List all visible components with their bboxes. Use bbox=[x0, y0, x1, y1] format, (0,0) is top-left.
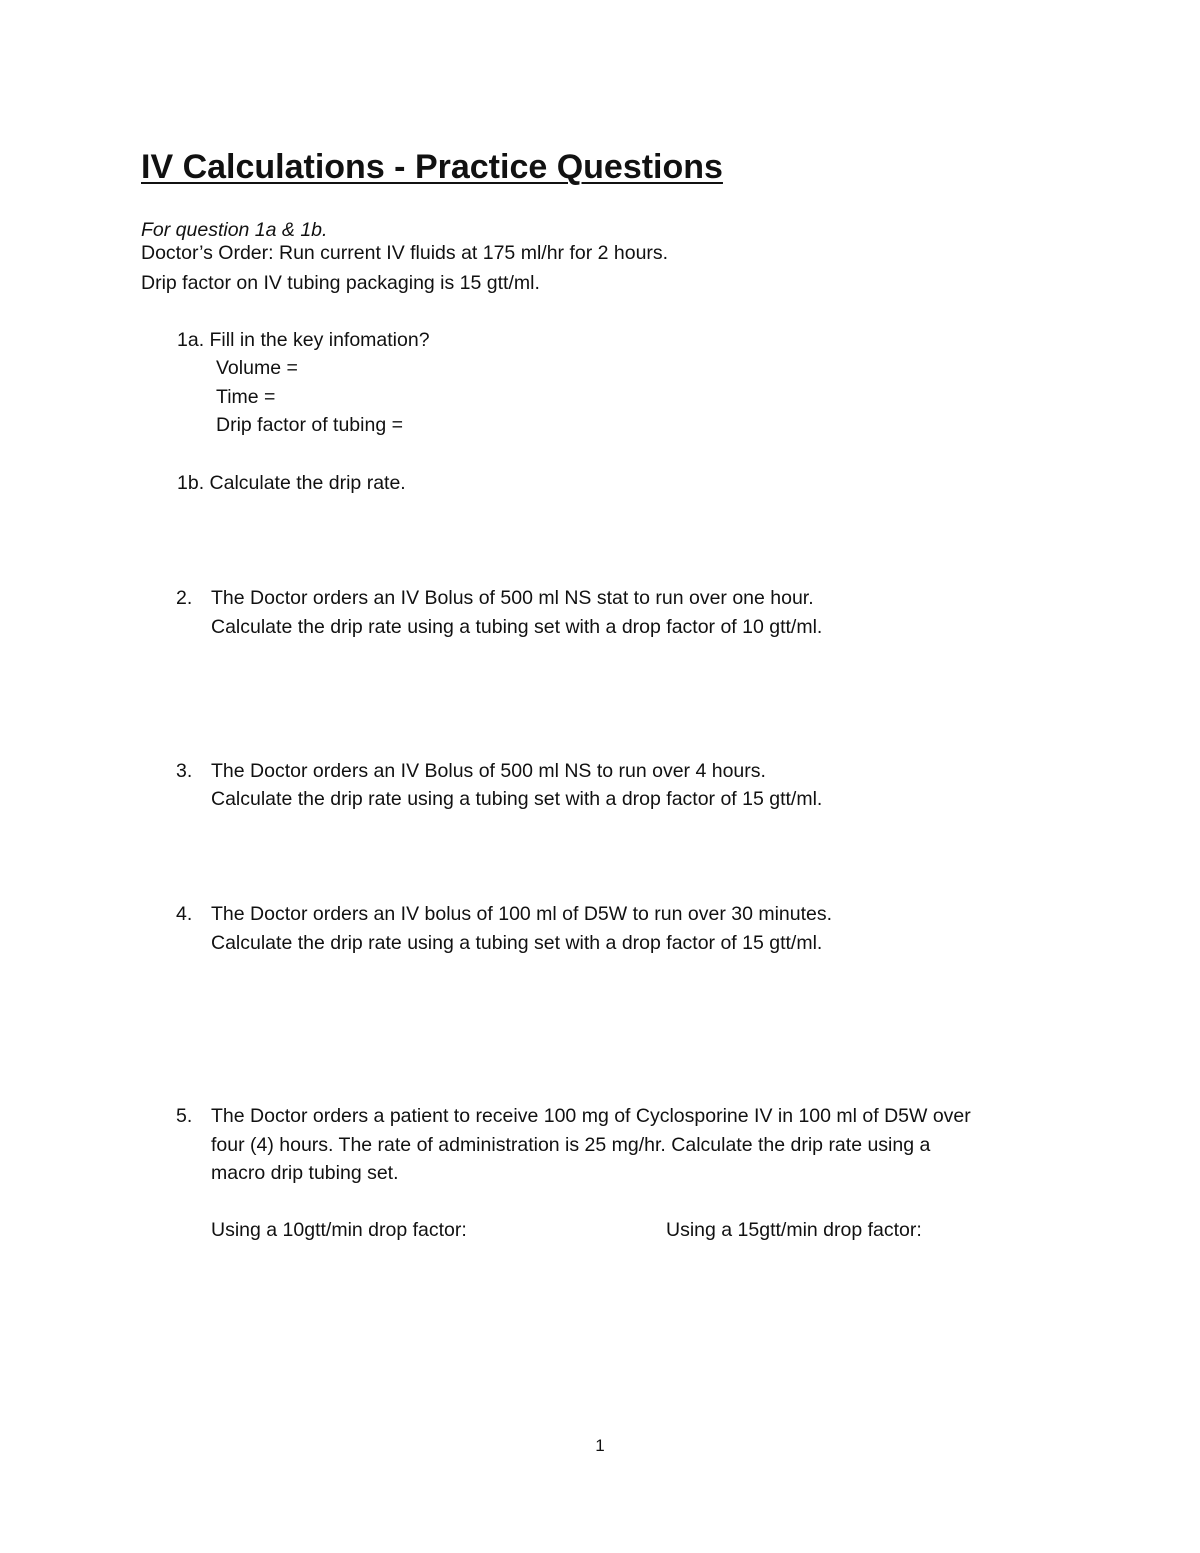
page-number: 1 bbox=[595, 1436, 605, 1455]
question-4-line-2: Calculate the drip rate using a tubing set with a drop factor of 15 gtt/ml. bbox=[211, 932, 823, 954]
question-2-line-2: Calculate the drip rate using a tubing set with a drop factor of 10 gtt/ml. bbox=[211, 616, 823, 638]
field-time: Time = bbox=[216, 386, 276, 408]
field-drip-factor: Drip factor of tubing = bbox=[216, 414, 403, 436]
question-3-number: 3. bbox=[176, 760, 193, 782]
question-4-number: 4. bbox=[176, 903, 193, 925]
page-title: IV Calculations - Practice Questions bbox=[141, 148, 723, 186]
field-volume: Volume = bbox=[216, 357, 298, 379]
option-15gtt: Using a 15gtt/min drop factor: bbox=[666, 1219, 922, 1241]
question-1b: 1b. Calculate the drip rate. bbox=[177, 472, 406, 494]
question-5-line-2: four (4) hours. The rate of administration is 25 mg/hr. Calculate the drip rate using a bbox=[211, 1134, 931, 1156]
intro-note: For question 1a & 1b. bbox=[141, 219, 328, 241]
question-5-line-1: The Doctor orders a patient to receive 100 mg of Cyclosporine IV in 100 ml of D5W over bbox=[211, 1105, 971, 1127]
question-5-line-3: macro drip tubing set. bbox=[211, 1162, 399, 1184]
option-10gtt: Using a 10gtt/min drop factor: bbox=[211, 1219, 467, 1241]
question-3-line-1: The Doctor orders an IV Bolus of 500 ml NS to run over 4 hours. bbox=[211, 760, 766, 782]
doctors-order: Doctor’s Order: Run current IV fluids at 175 ml/hr for 2 hours. bbox=[141, 242, 669, 264]
question-1a: 1a. Fill in the key infomation? bbox=[177, 329, 430, 351]
question-5-number: 5. bbox=[176, 1105, 193, 1127]
question-3-line-2: Calculate the drip rate using a tubing set with a drop factor of 15 gtt/ml. bbox=[211, 788, 823, 810]
question-2-line-1: The Doctor orders an IV Bolus of 500 ml NS stat to run over one hour. bbox=[211, 587, 814, 609]
question-4-line-1: The Doctor orders an IV bolus of 100 ml of D5W to run over 30 minutes. bbox=[211, 903, 833, 925]
question-2-number: 2. bbox=[176, 587, 193, 609]
drip-factor-note: Drip factor on IV tubing packaging is 15 gtt/ml. bbox=[141, 272, 540, 294]
